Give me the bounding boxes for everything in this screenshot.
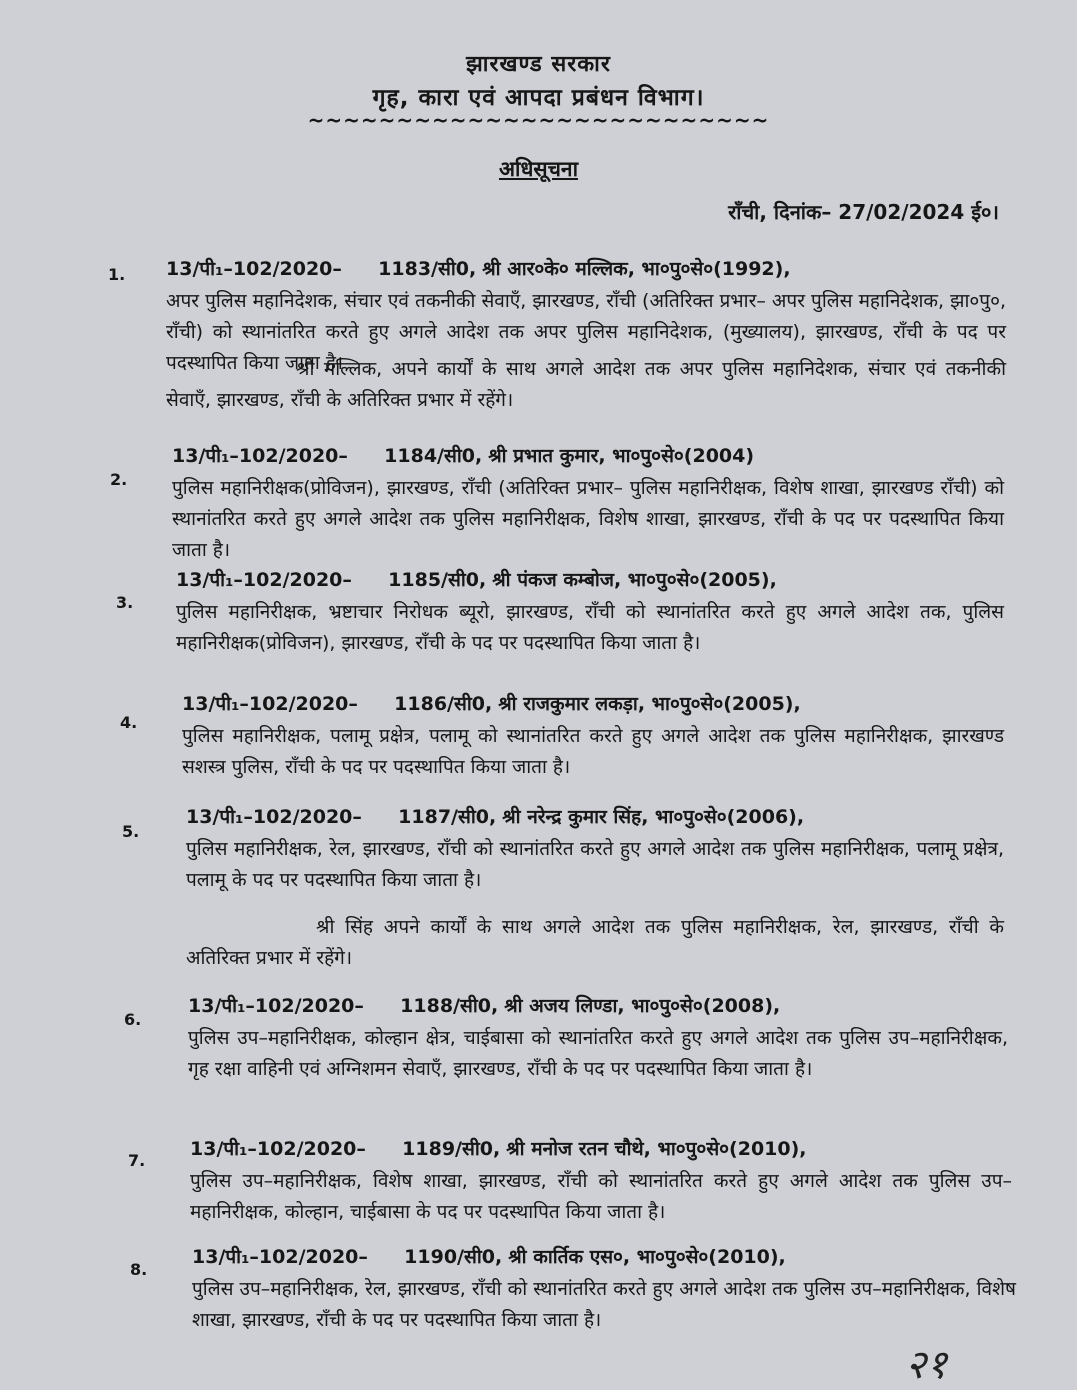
officer-name: श्री कार्तिक एस०, भा०पु०से०(2010), bbox=[508, 1246, 786, 1268]
file-number: 13/पी₁–102/2020– bbox=[172, 445, 348, 467]
order-number: 1185/सी0, bbox=[388, 569, 487, 591]
officer-name: श्री मनोज रतन चौथे, भा०पु०से०(2010), bbox=[506, 1138, 807, 1160]
item-number: 5. bbox=[122, 822, 140, 841]
officer-name: श्री राजकुमार लकड़ा, भा०पु०से०(2005), bbox=[498, 693, 801, 715]
item-number: 1. bbox=[108, 265, 126, 284]
file-number: 13/पी₁–102/2020– bbox=[186, 806, 362, 828]
file-number: 13/पी₁–102/2020– bbox=[182, 693, 358, 715]
item-number: 6. bbox=[124, 1010, 142, 1029]
order-number: 1186/सी0, bbox=[394, 693, 493, 715]
file-number: 13/पी₁–102/2020– bbox=[190, 1138, 366, 1160]
officer-name: श्री आर०के० मल्लिक, भा०पु०से०(1992), bbox=[482, 258, 791, 280]
item-number: 2. bbox=[110, 470, 128, 489]
order-text: पुलिस महानिरीक्षक, भ्रष्टाचार निरोधक ब्यूरो, झारखण्ड, राँची को स्थानांतरित करते हुए अगले आदेश तक, पुलिस महानिरीक्षक(प्रोविजन), झारखण्ड, राँची के पद पर पदस्थापित किया जाता है। bbox=[176, 601, 1004, 654]
order-text: पुलिस उप–महानिरीक्षक, कोल्हान क्षेत्र, चाईबासा को स्थानांतरित करते हुए अगले आदेश तक पुलिस उप–महानिरीक्षक, गृह रक्षा वाहिनी एवं अग्निशमन सेवाएँ, झारखण्ड, राँची के पद पर पदस्थापित किया जाता है। bbox=[188, 1027, 1008, 1080]
file-number: 13/पी₁–102/2020– bbox=[166, 258, 342, 280]
officer-name: श्री नरेन्द्र कुमार सिंह, भा०पु०से०(2006), bbox=[502, 806, 805, 828]
officer-name: श्री अजय लिण्डा, भा०पु०से०(2008), bbox=[504, 995, 781, 1017]
item-number: 7. bbox=[128, 1151, 146, 1170]
item-number: 4. bbox=[120, 713, 138, 732]
handwritten-signature: २१ bbox=[905, 1342, 947, 1388]
order-text: पुलिस महानिरीक्षक, पलामू प्रक्षेत्र, पलामू को स्थानांतरित करते हुए अगले आदेश तक पुलिस महानिरीक्षक, झारखण्ड सशस्त्र पुलिस, राँची के पद पर पदस्थापित किया जाता है। bbox=[182, 725, 1004, 778]
order-number: 1188/सी0, bbox=[400, 995, 499, 1017]
additional-charge-text: श्री सिंह अपने कार्यों के साथ अगले आदेश तक पुलिस महानिरीक्षक, रेल, झारखण्ड, राँची के अतिरिक्त प्रभार में रहेंगे। bbox=[186, 916, 1004, 969]
order-text: पुलिस महानिरीक्षक(प्रोविजन), झारखण्ड, राँची (अतिरिक्त प्रभार– पुलिस महानिरीक्षक, विशेष शाखा, झारखण्ड राँची) को स्थानांतरित करते हुए अगले आदेश तक पुलिस महानिरीक्षक, विशेष शाखा, झारखण्ड, राँची के पद पर पदस्थापित किया जाता है। bbox=[172, 477, 1004, 561]
notification-title: अधिसूचना bbox=[498, 157, 579, 181]
government-name: झारखण्ड सरकार bbox=[466, 52, 611, 77]
dateline: राँची, दिनांक– 27/02/2024 ई०। bbox=[728, 200, 999, 224]
file-number: 13/पी₁–102/2020– bbox=[188, 995, 364, 1017]
order-number: 1183/सी0, bbox=[378, 258, 477, 280]
item-number: 8. bbox=[130, 1260, 148, 1279]
order-number: 1190/सी0, bbox=[404, 1246, 503, 1268]
order-number: 1189/सी0, bbox=[402, 1138, 501, 1160]
order-text: पुलिस महानिरीक्षक, रेल, झारखण्ड, राँची को स्थानांतरित करते हुए अगले आदेश तक पुलिस महानिरीक्षक, पलामू प्रक्षेत्र, पलामू के पद पर पदस्थापित किया जाता है। bbox=[186, 838, 1004, 891]
department-name: गृह, कारा एवं आपदा प्रबंधन विभाग। bbox=[372, 85, 705, 111]
order-number: 1187/सी0, bbox=[398, 806, 497, 828]
order-text: पुलिस उप–महानिरीक्षक, रेल, झारखण्ड, राँची को स्थानांतरित करते हुए अगले आदेश तक पुलिस उप–महानिरीक्षक, विशेष शाखा, झारखण्ड, राँची के पद पर पदस्थापित किया जाता है। bbox=[192, 1278, 1016, 1331]
officer-name: श्री पंकज कम्बोज, भा०पु०से०(2005), bbox=[492, 569, 777, 591]
divider-line: ~~~~~~~~~~~~~~~~~~~~~~~~~~ bbox=[307, 108, 770, 132]
file-number: 13/पी₁–102/2020– bbox=[192, 1246, 368, 1268]
additional-charge-text: श्री मल्लिक, अपने कार्यों के साथ अगले आदेश तक अपर पुलिस महानिदेशक, संचार एवं तकनीकी सेवाएँ, झारखण्ड, राँची के अतिरिक्त प्रभार में रहेंगे। bbox=[166, 358, 1006, 411]
officer-name: श्री प्रभात कुमार, भा०पु०से०(2004) bbox=[488, 445, 755, 467]
order-number: 1184/सी0, bbox=[384, 445, 483, 467]
order-text: अपर पुलिस महानिदेशक, संचार एवं तकनीकी सेवाएँ, झारखण्ड, राँची (अतिरिक्त प्रभार– अपर पुलिस महानिदेशक, झा०पु०, राँची) को स्थानांतरित करते हुए अगले आदेश तक अपर पुलिस महानिदेशक, (मुख्यालय), झारखण्ड, राँची के पद पर पदस्थापित किया जाता है। bbox=[166, 290, 1006, 374]
file-number: 13/पी₁–102/2020– bbox=[176, 569, 352, 591]
order-text: पुलिस उप–महानिरीक्षक, विशेष शाखा, झारखण्ड, राँची को स्थानांतरित करते हुए अगले आदेश तक पुलिस उप– महानिरीक्षक, कोल्हान, चाईबासा के पद पर पदस्थापित किया जाता है। bbox=[190, 1170, 1012, 1223]
item-number: 3. bbox=[116, 593, 134, 612]
